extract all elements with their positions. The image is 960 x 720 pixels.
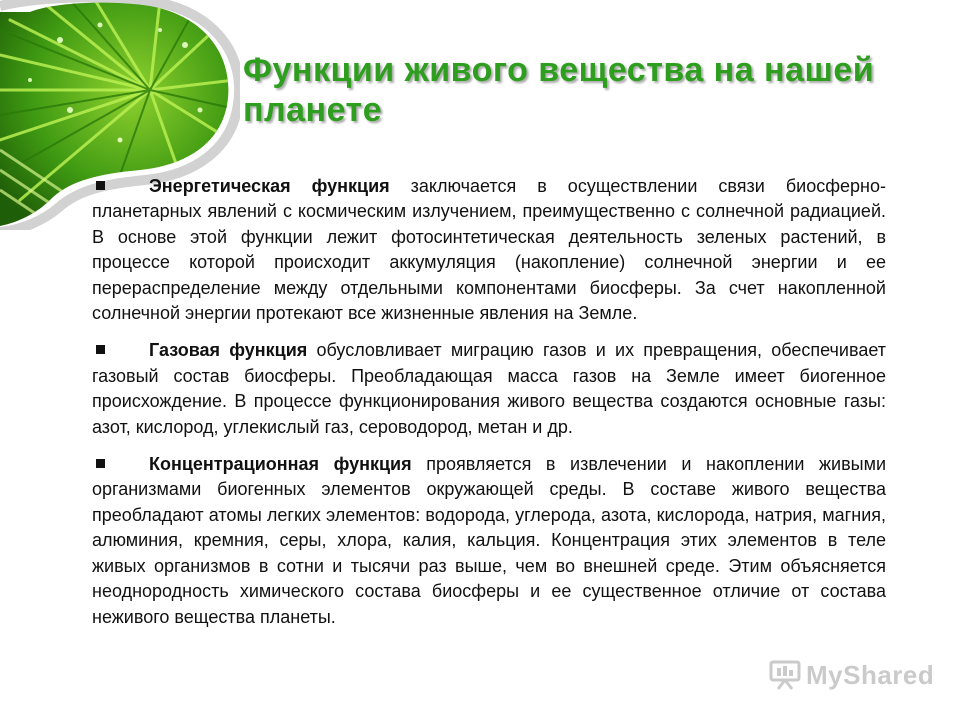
square-bullet-icon bbox=[96, 181, 105, 190]
paragraph-gas-function bbox=[92, 338, 886, 440]
term-energy-function: Энергетическая функция bbox=[149, 176, 390, 196]
presentation-board-icon bbox=[768, 660, 802, 690]
paragraph-energy-function bbox=[92, 174, 886, 326]
square-bullet-icon bbox=[96, 459, 105, 468]
term-gas-function: Газовая функция bbox=[149, 340, 308, 361]
paragraph-text: обусловливает миграцию газов и их превращения, обеспечивает газовый состав биосферы. Преобладающая масса газов на Земле имеет биогенное происхождение. В процессе функционирования живого вещества создаются основные газы: азот, кислород, углекислый газ, сероводород, метан и др. bbox=[92, 340, 886, 437]
watermark bbox=[768, 658, 935, 694]
square-bullet-icon bbox=[96, 345, 105, 354]
slide-body bbox=[92, 174, 886, 642]
paragraph-concentration-function bbox=[92, 452, 886, 630]
slide-title: Функции живого вещества на нашей планете bbox=[243, 51, 875, 129]
paragraph-text: заключается в осуществлении связи биосферно-планетарных явлений с космическим излучением, преимущественно с солнечной радиацией. В основе этой функции лежит фотосинтетическая деятельность зеленых растений, в процессе которой происходит аккумуляция (накопление) солнечной энергии и ее перераспределение между отдельными компонентами биосферы. За счет накопленной солнечной энергии протекают все жизненные явления на Земле. bbox=[92, 176, 886, 324]
watermark-text: MyShared bbox=[806, 660, 935, 690]
term-concentration-function: Концентрационная функция bbox=[149, 454, 412, 475]
paragraph-text: проявляется в извлечении и накоплении живыми организмами биогенных элементов окружающей среды. В составе живого вещества преобладают атомы легких элементов: водорода, углерода, азота, кислорода, натрия, магния, алюминия, кремния, серы, хлора, калия, кальция. Концентрация этих элементов в теле живых организмов в сотни и тысячи раз выше, чем во внешней среде. Этим объясняется неоднородность химического состава биосферы и ее существенное отличие от состава неживого вещества планеты. bbox=[92, 454, 886, 627]
